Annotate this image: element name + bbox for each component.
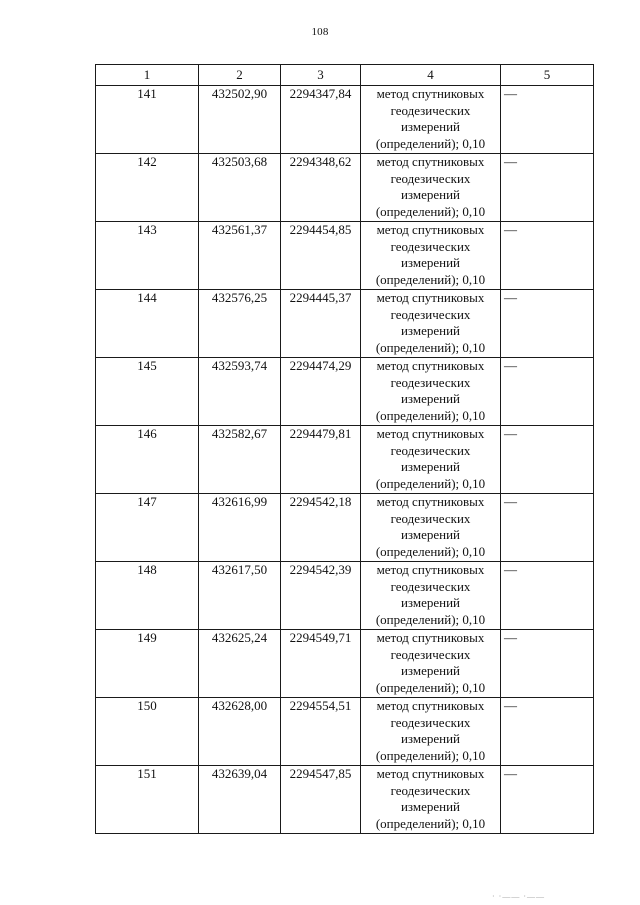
method-cell [361,766,501,834]
table-row [96,222,594,290]
method-text-line: метод спутниковых [376,222,485,237]
point-number-cell: 142 [96,154,199,222]
method-text-line: измерений [400,799,461,815]
table-row [96,426,594,494]
note-cell: — [501,290,594,358]
point-number-cell: 150 [96,698,199,766]
coordinate-y-cell: 2294454,85 [281,222,361,290]
table-row [96,562,594,630]
method-text-line: измерений [400,731,461,747]
note-cell: — [501,766,594,834]
page-number: 108 [311,26,329,38]
method-text-line: (определений); 0,10 [375,203,486,219]
coordinate-x-cell: 432593,74 [199,358,281,426]
table-row [96,358,594,426]
coordinate-x-cell: 432582,67 [199,426,281,494]
method-cell [361,86,501,154]
method-cell [361,358,501,426]
point-number-cell: 147 [96,494,199,562]
note-cell: — [501,494,594,562]
method-text-line: метод спутниковых [376,766,485,781]
method-text-line: метод спутниковых [376,494,485,509]
column-header: 4 [361,65,501,86]
method-text-line: измерений [400,323,461,339]
column-header: 3 [281,65,361,86]
note-cell: — [501,154,594,222]
note-cell: — [501,222,594,290]
method-text-line: измерений [400,527,461,543]
method-text-line: метод спутниковых [376,290,485,305]
method-text-line: геодезических [390,782,471,798]
method-text-line: (определений); 0,10 [375,135,486,151]
method-text-line: измерений [400,187,461,203]
method-text-line: измерений [400,119,461,135]
coordinate-x-cell: 432639,04 [199,766,281,834]
method-text-line: геодезических [390,306,471,322]
method-text-line: метод спутниковых [376,358,485,373]
method-text-line: (определений); 0,10 [375,543,486,559]
coordinate-y-cell: 2294474,29 [281,358,361,426]
method-text-line: геодезических [390,238,471,254]
coordinate-y-cell: 2294445,37 [281,290,361,358]
coordinate-y-cell: 2294347,84 [281,86,361,154]
method-text-line: геодезических [390,510,471,526]
method-text-line: геодезических [390,646,471,662]
method-text-line: геодезических [390,442,471,458]
note-cell: — [501,86,594,154]
method-text-line: (определений); 0,10 [375,679,486,695]
method-text-line: (определений); 0,10 [375,271,486,287]
note-cell: — [501,698,594,766]
method-cell [361,562,501,630]
coordinate-x-cell: 432561,37 [199,222,281,290]
method-cell [361,154,501,222]
method-text-line: метод спутниковых [376,154,485,169]
coordinate-x-cell: 432616,99 [199,494,281,562]
method-text-line: геодезических [390,102,471,118]
coordinate-y-cell: 2294547,85 [281,766,361,834]
table-row [96,630,594,698]
method-text-line: метод спутниковых [376,562,485,577]
method-text-line: измерений [400,663,461,679]
coordinate-y-cell: 2294479,81 [281,426,361,494]
method-text-line: измерений [400,595,461,611]
method-text-line: (определений); 0,10 [375,475,486,491]
method-text-line: метод спутниковых [376,630,485,645]
coordinate-x-cell: 432628,00 [199,698,281,766]
method-cell [361,630,501,698]
method-text-line: (определений); 0,10 [375,611,486,627]
point-number-cell: 146 [96,426,199,494]
note-cell: — [501,630,594,698]
method-text-line: измерений [400,459,461,475]
method-text-line: (определений); 0,10 [375,815,486,831]
coordinate-x-cell: 432617,50 [199,562,281,630]
method-cell [361,494,501,562]
method-text-line: (определений); 0,10 [375,407,486,423]
table-row [96,766,594,834]
table-header-row [96,65,594,86]
coordinate-x-cell: 432503,68 [199,154,281,222]
method-cell [361,290,501,358]
method-text-line: измерений [400,391,461,407]
point-number-cell: 141 [96,86,199,154]
coordinates-table [95,64,594,834]
method-cell [361,426,501,494]
coordinate-x-cell: 432502,90 [199,86,281,154]
coordinate-y-cell: 2294542,18 [281,494,361,562]
coordinate-y-cell: 2294348,62 [281,154,361,222]
method-text-line: геодезических [390,714,471,730]
column-header: 2 [199,65,281,86]
point-number-cell: 144 [96,290,199,358]
note-cell: — [501,358,594,426]
point-number-cell: 145 [96,358,199,426]
method-text-line: измерений [400,255,461,271]
coordinate-y-cell: 2294542,39 [281,562,361,630]
table-row [96,494,594,562]
footer-marks: · ·—— ·—— [492,892,545,901]
coordinate-x-cell: 432576,25 [199,290,281,358]
table-row [96,698,594,766]
coordinate-y-cell: 2294549,71 [281,630,361,698]
table-row [96,290,594,358]
coordinate-y-cell: 2294554,51 [281,698,361,766]
coordinate-x-cell: 432625,24 [199,630,281,698]
method-text-line: геодезических [390,170,471,186]
table-row [96,154,594,222]
note-cell: — [501,562,594,630]
table-row [96,86,594,154]
method-text-line: геодезических [390,374,471,390]
column-header: 5 [501,65,594,86]
method-text-line: метод спутниковых [376,698,485,713]
method-text-line: метод спутниковых [376,86,485,101]
table-body [96,86,594,834]
method-text-line: (определений); 0,10 [375,339,486,355]
point-number-cell: 151 [96,766,199,834]
point-number-cell: 143 [96,222,199,290]
method-cell [361,222,501,290]
note-cell: — [501,426,594,494]
method-text-line: геодезических [390,578,471,594]
method-cell [361,698,501,766]
method-text-line: (определений); 0,10 [375,747,486,763]
point-number-cell: 149 [96,630,199,698]
column-header: 1 [96,65,199,86]
point-number-cell: 148 [96,562,199,630]
method-text-line: метод спутниковых [376,426,485,441]
